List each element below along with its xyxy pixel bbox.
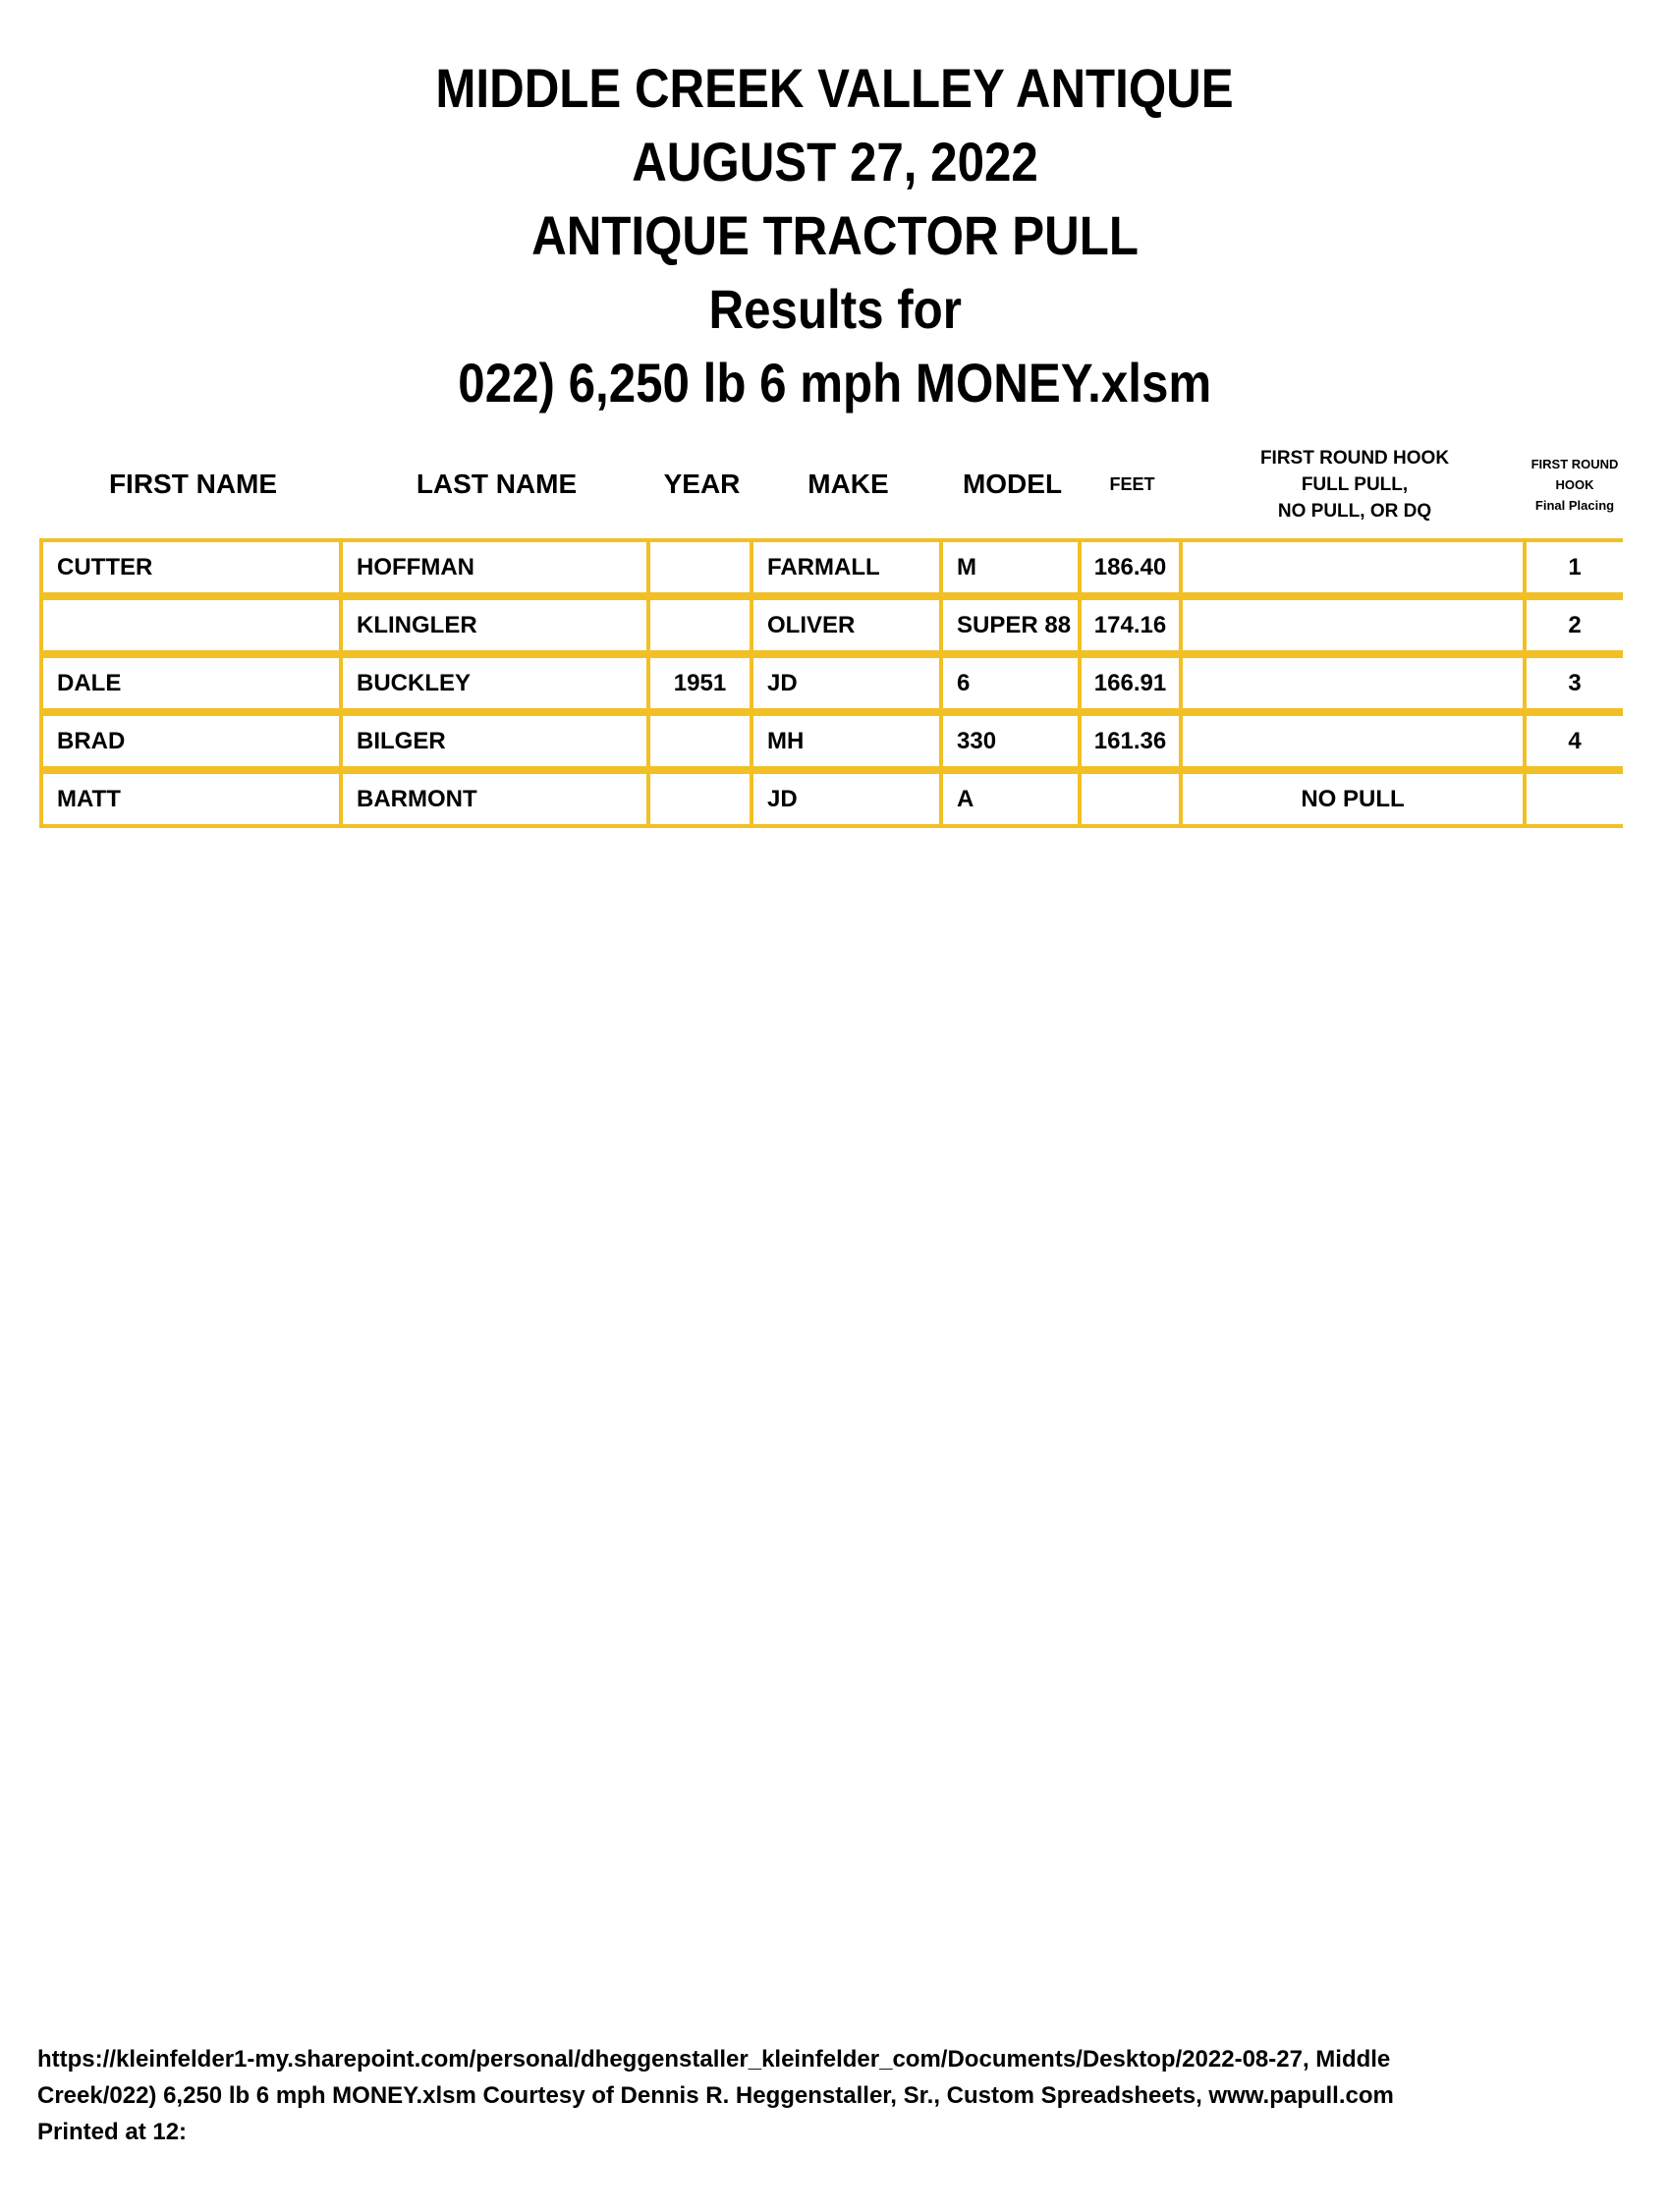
table-header-row	[39, 435, 1623, 533]
cell-year	[650, 600, 753, 650]
report-title-class-file: 022) 6,250 lb 6 mph MONEY.xlsm	[458, 352, 1212, 414]
cell-make: MH	[753, 716, 943, 766]
table-row	[39, 538, 1623, 596]
cell-hook-result	[1183, 658, 1527, 708]
cell-model: 6	[943, 658, 1082, 708]
cell-last-name: BILGER	[343, 716, 650, 766]
cell-feet: 161.36	[1082, 716, 1183, 766]
cell-year	[650, 716, 753, 766]
cell-make: OLIVER	[753, 600, 943, 650]
report-title-event: MIDDLE CREEK VALLEY ANTIQUE	[435, 57, 1235, 119]
column-header-model: MODEL	[962, 469, 1063, 499]
cell-model: SUPER 88	[943, 600, 1082, 650]
cell-last-name: BARMONT	[343, 774, 650, 824]
cell-feet: 174.16	[1082, 600, 1183, 650]
column-header-make: MAKE	[807, 469, 889, 499]
cell-final-placing: 4	[1568, 727, 1582, 754]
footer-source-path-line-1: https://kleinfelder1-my.sharepoint.com/personal/dheggenstaller_kleinfelder_com/Documents/Desktop/2022-08-27, Middle	[37, 2046, 1391, 2073]
cell-model: 330	[943, 716, 1082, 766]
cell-first-name: CUTTER	[43, 542, 343, 592]
cell-make: FARMALL	[753, 542, 943, 592]
cell-first-name: DALE	[43, 658, 343, 708]
cell-first-name: BRAD	[43, 716, 343, 766]
cell-feet: 186.40	[1082, 542, 1183, 592]
report-title-type: ANTIQUE TRACTOR PULL	[531, 204, 1139, 266]
cell-model: A	[943, 774, 1082, 824]
column-header-year: YEAR	[663, 469, 741, 499]
column-header-last-name: LAST NAME	[416, 469, 578, 499]
report-title-results-for: Results for	[708, 278, 962, 340]
cell-first-name: MATT	[43, 774, 343, 824]
cell-final-placing: 2	[1568, 611, 1582, 638]
table-row	[39, 596, 1623, 654]
cell-make: JD	[753, 658, 943, 708]
cell-final-placing: 3	[1568, 669, 1582, 696]
cell-make: JD	[753, 774, 943, 824]
cell-hook-result: NO PULL	[1183, 774, 1527, 824]
printed-results-page	[0, 51, 1670, 2212]
table-row	[39, 654, 1623, 712]
cell-feet	[1082, 774, 1183, 824]
cell-first-name	[43, 600, 343, 650]
results-table	[39, 538, 1623, 828]
cell-model: M	[943, 542, 1082, 592]
cell-hook-result	[1183, 716, 1527, 766]
cell-feet: 166.91	[1082, 658, 1183, 708]
cell-hook-result	[1183, 542, 1527, 592]
cell-year	[650, 774, 753, 824]
column-header-first-name: FIRST NAME	[108, 469, 278, 499]
column-header-final-placing: FIRST ROUND HOOK Final Placing	[1531, 456, 1619, 513]
cell-year	[650, 542, 753, 592]
cell-final-placing	[1527, 774, 1623, 824]
page-footer	[37, 2041, 1639, 2150]
footer-printed-at: Printed at 12:	[37, 2119, 188, 2145]
report-title-block	[0, 51, 1670, 419]
cell-last-name: BUCKLEY	[343, 658, 650, 708]
footer-source-path-line-2: Creek/022) 6,250 lb 6 mph MONEY.xlsm Courtesy of Dennis R. Heggenstaller, Sr., Custom Spreadsheets, www.papull.com	[37, 2082, 1394, 2109]
column-header-first-round-hook-result: FIRST ROUND HOOK FULL PULL, NO PULL, OR DQ	[1259, 447, 1450, 522]
table-row	[39, 770, 1623, 828]
cell-last-name: HOFFMAN	[343, 542, 650, 592]
report-title-date: AUGUST 27, 2022	[632, 131, 1038, 193]
table-row	[39, 712, 1623, 770]
cell-hook-result	[1183, 600, 1527, 650]
cell-year: 1951	[650, 658, 753, 708]
cell-last-name: KLINGLER	[343, 600, 650, 650]
column-header-feet: FEET	[1109, 473, 1155, 494]
cell-final-placing: 1	[1568, 553, 1582, 581]
